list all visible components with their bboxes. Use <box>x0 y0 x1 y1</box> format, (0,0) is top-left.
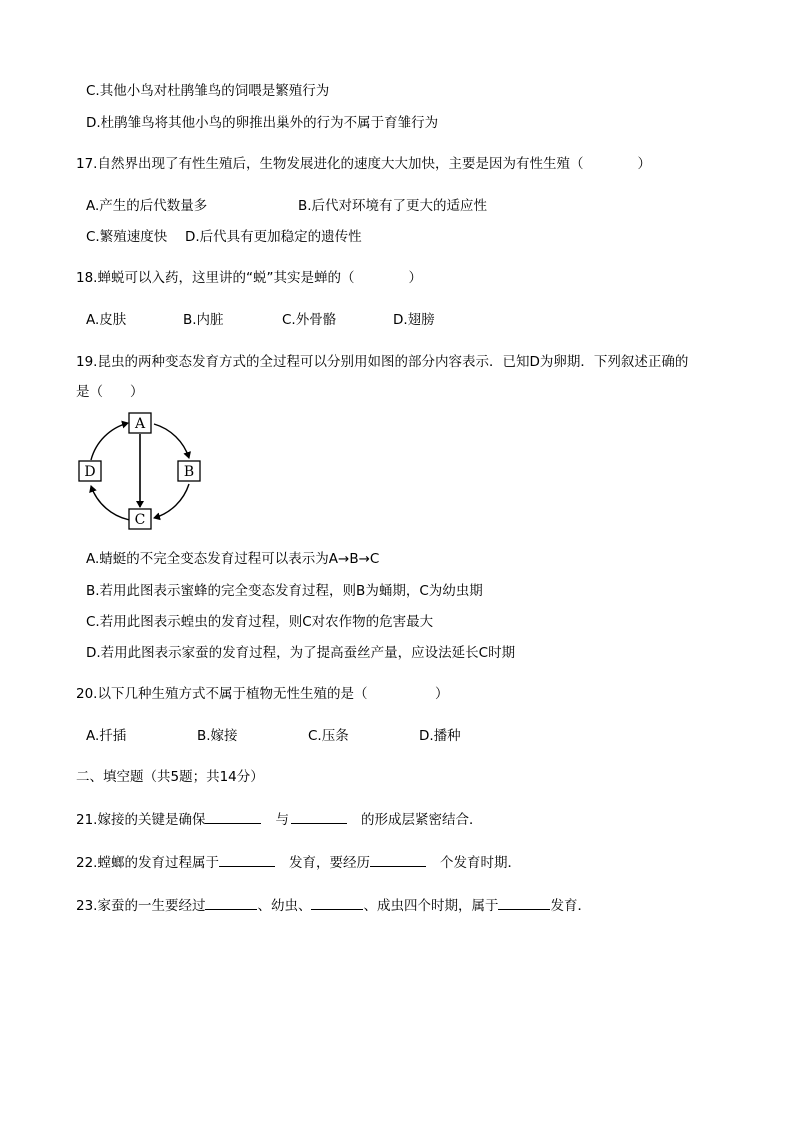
q21-text-2: 与 <box>275 812 289 828</box>
q23-blank-1[interactable] <box>205 895 257 910</box>
q22-text-3: 个发育时期． <box>439 855 521 871</box>
q23-text-4: 发育． <box>550 898 591 914</box>
node-d-label: D <box>84 464 96 480</box>
q18-option-c: C.外骨骼 <box>282 312 337 328</box>
arrow-d-to-a <box>91 423 128 460</box>
q17-option-b: B.后代对环境有了更大的适应性 <box>298 198 488 214</box>
q16-option-d: D.杜鹃雏鸟将其他小鸟的卵推出巢外的行为不属于育雏行为 <box>86 115 439 131</box>
q21-line <box>76 809 482 830</box>
q22-text-1: 22.螳螂的发育过程属于 <box>76 855 219 871</box>
q18-option-a: A.皮肤 <box>86 312 127 328</box>
q18-option-d: D.翅膀 <box>393 312 435 328</box>
arrow-b-to-c <box>154 484 189 518</box>
node-b-label: B <box>183 464 195 480</box>
section2-heading: 二、填空题（共5题；共14分） <box>76 769 264 785</box>
q21-text-1: 21.嫁接的关键是确保 <box>76 812 206 828</box>
arrow-c-to-d <box>91 486 130 520</box>
q20-option-c: C.压条 <box>308 728 349 744</box>
q23-text-3: 、成虫四个时期，属于 <box>363 898 499 914</box>
q21-text-3: 的形成层紧密结合． <box>360 812 483 828</box>
arrow-a-to-b <box>154 424 189 458</box>
q20-stem: 20.以下几种生殖方式不属于植物无性生殖的是（ ） <box>76 686 449 702</box>
life-cycle-diagram <box>76 410 210 534</box>
q19-option-c: C.若用此图表示蝗虫的发育过程，则C对农作物的危害最大 <box>86 614 434 630</box>
q19-option-b: B.若用此图表示蜜蜂的完全变态发育过程，则B为蛹期，C为幼虫期 <box>86 583 483 599</box>
q23-text-2: 、幼虫、 <box>257 898 312 914</box>
q22-blank-1[interactable] <box>219 852 275 867</box>
q17-option-c: C.繁殖速度快 <box>86 229 168 245</box>
q18-option-b: B.内脏 <box>183 312 224 328</box>
q23-blank-2[interactable] <box>311 895 363 910</box>
q17-stem: 17.自然界出现了有性生殖后，生物发展进化的速度大大加快，主要是因为有性生殖（ ） <box>76 156 651 172</box>
q19-stem-line2: 是（ ） <box>76 384 144 400</box>
q16-option-c: C.其他小鸟对杜鹃雏鸟的饲喂是繁殖行为 <box>86 83 330 99</box>
q22-text-2: 发育，要经历 <box>288 855 370 871</box>
node-c-label: C <box>134 512 146 528</box>
node-a-label: A <box>134 416 146 432</box>
q17-option-a: A.产生的后代数量多 <box>86 198 208 214</box>
q23-text-1: 23.家蚕的一生要经过 <box>76 898 206 914</box>
q21-blank-2[interactable] <box>291 809 347 824</box>
q23-blank-3[interactable] <box>498 895 550 910</box>
q20-option-b: B.嫁接 <box>197 728 238 744</box>
q18-stem: 18.蝉蜕可以入药，这里讲的“蜕”其实是蝉的（ ） <box>76 270 422 286</box>
q21-blank-1[interactable] <box>205 809 261 824</box>
q17-option-d: D.后代具有更加稳定的遗传性 <box>185 229 362 245</box>
q22-line <box>76 852 521 873</box>
q20-option-a: A.扦插 <box>86 728 127 744</box>
q19-stem-line1: 19.昆虫的两种变态发育方式的全过程可以分别用如图的部分内容表示．已知D为卵期．下列叙述正确的 <box>76 354 689 370</box>
q19-option-d: D.若用此图表示家蚕的发育过程，为了提高蚕丝产量，应设法延长C时期 <box>86 645 516 661</box>
q22-blank-2[interactable] <box>370 852 426 867</box>
q19-option-a: A.蜻蜓的不完全变态发育过程可以表示为A→B→C <box>86 551 380 567</box>
q23-line <box>76 895 591 916</box>
q20-option-d: D.播种 <box>419 728 461 744</box>
